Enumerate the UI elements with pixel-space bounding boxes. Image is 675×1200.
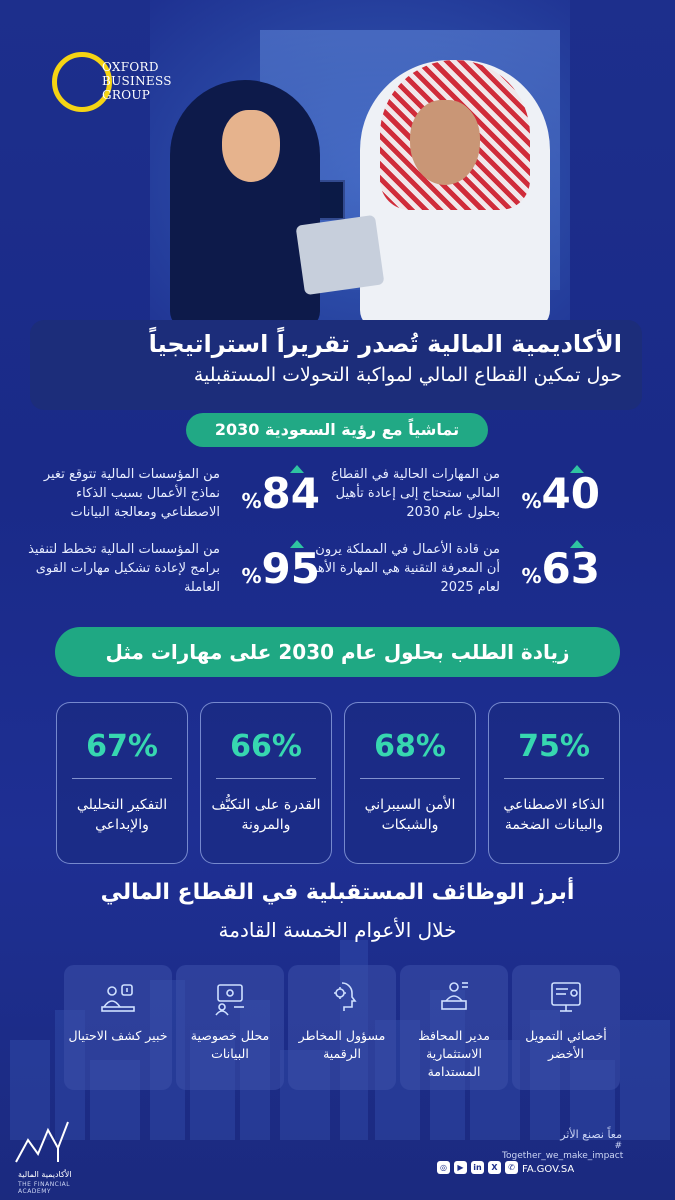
academy-mark-icon <box>12 1118 72 1168</box>
investor-desk-icon <box>434 977 474 1017</box>
footer-tagline <box>502 1128 622 1161</box>
social-icons <box>437 1161 518 1174</box>
stat-item <box>310 540 600 610</box>
skill-label: التفكير التحليلي والإبداعي <box>76 797 168 833</box>
fraud-expert-icon <box>98 977 138 1017</box>
academy-name-english: THE FINANCIAL ACADEMY <box>18 1181 71 1195</box>
headline-subtitle: حول تمكين القطاع المالي لمواكبة التحولات المستقبلية <box>193 364 622 386</box>
stat-value: %84 <box>241 469 320 518</box>
logo-line-2: BUSINESS <box>102 74 172 88</box>
skill-value: 68% <box>374 729 446 764</box>
skill-card <box>200 702 332 864</box>
hero-photo <box>150 0 570 330</box>
headline-title: الأكاديمية المالية تُصدر تقريراً استراتيجياً <box>148 330 622 358</box>
stat-description: من المؤسسات المالية تخطط لتنفيذ برامج لإعادة تشكيل مهارات القوى العاملة <box>28 542 220 595</box>
academy-name-arabic: الأكاديمية المالية <box>18 1170 72 1179</box>
stat-description: من المهارات الحالية في القطاع المالي ستحتاج إلى إعادة تأهيل بحلول عام 2030 <box>331 467 500 520</box>
stat-description: من المؤسسات المالية تتوقع تغير نماذج الأعمال بسبب الذكاء الاصطناعي ومعالجة البيانات <box>43 467 220 520</box>
youtube-icon[interactable]: ▶ <box>454 1161 467 1174</box>
vision-2030-badge: تماشياً مع رؤية السعودية 2030 <box>186 413 488 447</box>
website-link[interactable]: FA.GOV.SA <box>522 1164 575 1175</box>
skill-label: الأمن السيبراني والشبكات <box>364 797 456 833</box>
job-card <box>512 965 620 1090</box>
jobs-subtitle: خلال الأعوام الخمسة القادمة <box>218 918 457 942</box>
job-card <box>176 965 284 1090</box>
tablet-device <box>296 215 385 295</box>
stat-item <box>30 465 320 535</box>
tagline-english: Together_we_make_impact <box>502 1151 624 1161</box>
tagline-hash: # <box>614 1141 622 1151</box>
skill-card <box>56 702 188 864</box>
demand-banner: زيادة الطلب بحلول عام 2030 على مهارات مثل <box>55 627 620 677</box>
document-presentation-icon <box>546 977 586 1017</box>
job-label: مسؤول المخاطر الرقمية <box>298 1028 386 1061</box>
data-analyst-icon <box>210 977 250 1017</box>
skill-card <box>488 702 620 864</box>
jobs-title: أبرز الوظائف المستقبلية في القطاع المالي <box>100 880 575 905</box>
stat-value: %95 <box>241 544 320 593</box>
skill-label: القدرة على التكيُّف والمرونة <box>211 797 321 833</box>
skill-value: 75% <box>518 729 590 764</box>
brain-gear-icon <box>322 977 362 1017</box>
stat-value: %40 <box>521 469 600 518</box>
job-card <box>64 965 172 1090</box>
skill-label: الذكاء الاصطناعي والبيانات الضخمة <box>503 797 605 833</box>
job-label: أخصائي التمويل الأخضر <box>525 1028 607 1061</box>
x-icon[interactable]: X <box>488 1161 501 1174</box>
instagram-icon[interactable]: ◎ <box>437 1161 450 1174</box>
stat-description: من قادة الأعمال في المملكة يرون أن المعرفة التقنية هي المهارة الأهم لعام 2025 <box>309 542 500 595</box>
logo-line-1: OXFORD <box>102 60 159 74</box>
job-card <box>288 965 396 1090</box>
stat-item <box>30 540 320 610</box>
skill-card <box>344 702 476 864</box>
job-label: خبير كشف الاحتيال <box>68 1028 168 1043</box>
whatsapp-icon[interactable]: ✆ <box>505 1161 518 1174</box>
man-figure <box>360 60 550 330</box>
job-label: مدير المحافظ الاستثمارية المستدامة <box>418 1028 490 1079</box>
oxford-business-group-logo <box>52 52 212 122</box>
stat-item <box>310 465 600 535</box>
skill-value: 66% <box>230 729 302 764</box>
logo-line-3: GROUP <box>102 88 151 102</box>
job-card <box>400 965 508 1090</box>
job-label: محلل خصوصية البيانات <box>190 1028 270 1061</box>
tagline-arabic: معاً نصنع الأثر <box>560 1128 622 1141</box>
linkedin-icon[interactable]: in <box>471 1161 484 1174</box>
headline-box <box>30 320 642 410</box>
stat-value: %63 <box>521 544 600 593</box>
financial-academy-logo <box>12 1118 92 1193</box>
skill-value: 67% <box>86 729 158 764</box>
